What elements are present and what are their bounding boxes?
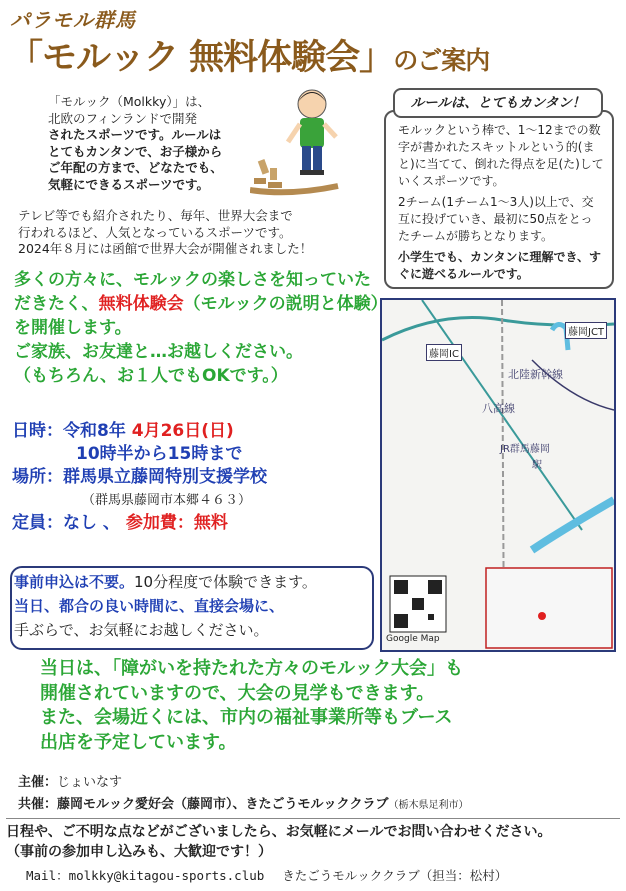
- venue-map[interactable]: [380, 298, 616, 652]
- rules-heading: ルールは、とてもカンタン！: [393, 88, 603, 118]
- fee-label: 参加費: [125, 513, 177, 533]
- note-line: また、会場近くには、市内の福祉事業所等もブース: [40, 707, 453, 728]
- place-value: 群馬県立藤岡特別支援学校: [63, 467, 267, 487]
- rules-text: [398, 122, 604, 283]
- intro-line: 2024年８月には函館で世界大会が開催されました！: [18, 241, 313, 256]
- date-row: [12, 420, 382, 443]
- email-link[interactable]: Mail：molkky@kitagou-sports.club: [26, 868, 265, 883]
- tournament-note: [40, 657, 615, 755]
- rules-paragraph: 小学生でも、カンタンに理解でき、すぐに遊べるルールです。: [398, 250, 602, 281]
- free-trial-label: 無料体験会: [98, 294, 184, 314]
- map-label-ic: 藤岡IC: [426, 344, 462, 361]
- footer-line: （事前の参加申し込みも、大歓迎です！）: [6, 844, 272, 860]
- map-drawing: [382, 300, 614, 650]
- map-label-station-eki: 駅: [532, 460, 542, 471]
- invite-line: ご家族、お友達と…お越しください。: [14, 342, 303, 362]
- invite-line: （もちろん、お１人でもOKです。）: [14, 366, 288, 386]
- footer-line: 日程や、ご不明な点などがございましたら、お気軽にメールでお問い合わせください。: [6, 824, 552, 840]
- map-label-station: JR群馬藤岡: [500, 444, 550, 455]
- notice-line: 当日、都合の良い時間に、直接会場に、: [14, 597, 285, 615]
- page-title: [8, 30, 489, 80]
- map-label-jct: 藤岡JCT: [565, 322, 607, 339]
- fee-value: ：無料: [176, 513, 228, 533]
- note-line: 出店を予定しています。: [40, 731, 237, 753]
- invite-line: （モルックの説明と体験）を開催します。: [14, 294, 380, 338]
- time-value: 10時半から15時まで: [76, 444, 243, 464]
- molkky-player-illustration: [250, 82, 380, 200]
- intro-line: 気軽にできるスポーツです。: [48, 176, 210, 192]
- date-label: 日時：: [12, 421, 63, 441]
- address: （群馬県藤岡市本郷４６３）: [82, 493, 252, 508]
- qr-caption: Google Map: [386, 634, 440, 644]
- event-details: [12, 420, 382, 535]
- rules-paragraph: 2チーム(1チーム1～3人)以上で、交互に投げていき、最初に50点をとったチームが勝ちとなります。: [398, 195, 594, 243]
- intro-line: とてもカンタンで、お子様から: [48, 143, 223, 159]
- cohost-row: 共催：藤岡モルック愛好会（藤岡市）、きたごうモルッククラブ（栃木県足利市）: [18, 797, 469, 812]
- contact-line: [26, 866, 616, 884]
- note-line: 開催されていますので、大会の見学もできます。: [40, 682, 435, 704]
- intro-line: 「モルック（Molkky）」は、: [48, 94, 211, 109]
- intro-line: ご年配の方まで、どなたでも、: [48, 160, 223, 175]
- capacity-row: [12, 512, 382, 535]
- note-line: 当日は、「障がいを持たれた方々のモルック大会」も: [40, 658, 463, 679]
- intro-line: 北欧のフィンランドで開発: [48, 110, 198, 126]
- place-label: 場所：: [12, 467, 63, 487]
- notice-text: [14, 570, 374, 642]
- date-value: 4月26日(日): [131, 421, 234, 441]
- intro-line: されたスポーツです。ルールは: [48, 127, 222, 142]
- contact-person: きたごうモルッククラブ（担当：松村）: [282, 868, 508, 883]
- invite-line: 多くの方々に、モルックの楽しさを知っていただきたく、: [14, 270, 371, 314]
- place-row: [12, 466, 382, 489]
- capacity-value: なし 、: [63, 513, 120, 533]
- title-main: 「モルック 無料体験会」: [8, 38, 394, 78]
- intro-text: [48, 94, 253, 193]
- capacity-label: 定員：: [12, 513, 63, 533]
- map-label-shinkansen: 北陸新幹線: [508, 368, 563, 381]
- invitation-text: [14, 268, 384, 388]
- notice-line: 手ぶらで、お気軽にお越しください。: [14, 621, 269, 639]
- date-era: 令和8年: [63, 421, 126, 441]
- intro-text-2: [18, 208, 378, 258]
- notice-line: 事前申込は不要。10分程度で体験できます。: [14, 573, 317, 591]
- organizers: [18, 772, 618, 817]
- host-row: 主催：じょいなす: [18, 775, 123, 790]
- rules-paragraph: モルックという棒で、1～12までの数字が書かれたスキットルという的(まと)に当てて、倒れた得点を足(た)していくスポーツです。: [398, 123, 604, 188]
- title-tail: のご案内: [393, 46, 490, 75]
- intro-line: テレビ等でも紹介されたり、毎年、世界大会まで: [18, 208, 293, 223]
- intro-line: 行われるほど、人気となっているスポーツです。: [18, 224, 292, 240]
- event-subtitle: パラモル群馬: [10, 8, 136, 32]
- map-label-hachiko: 八高線: [482, 402, 515, 415]
- footer-text: [6, 822, 620, 862]
